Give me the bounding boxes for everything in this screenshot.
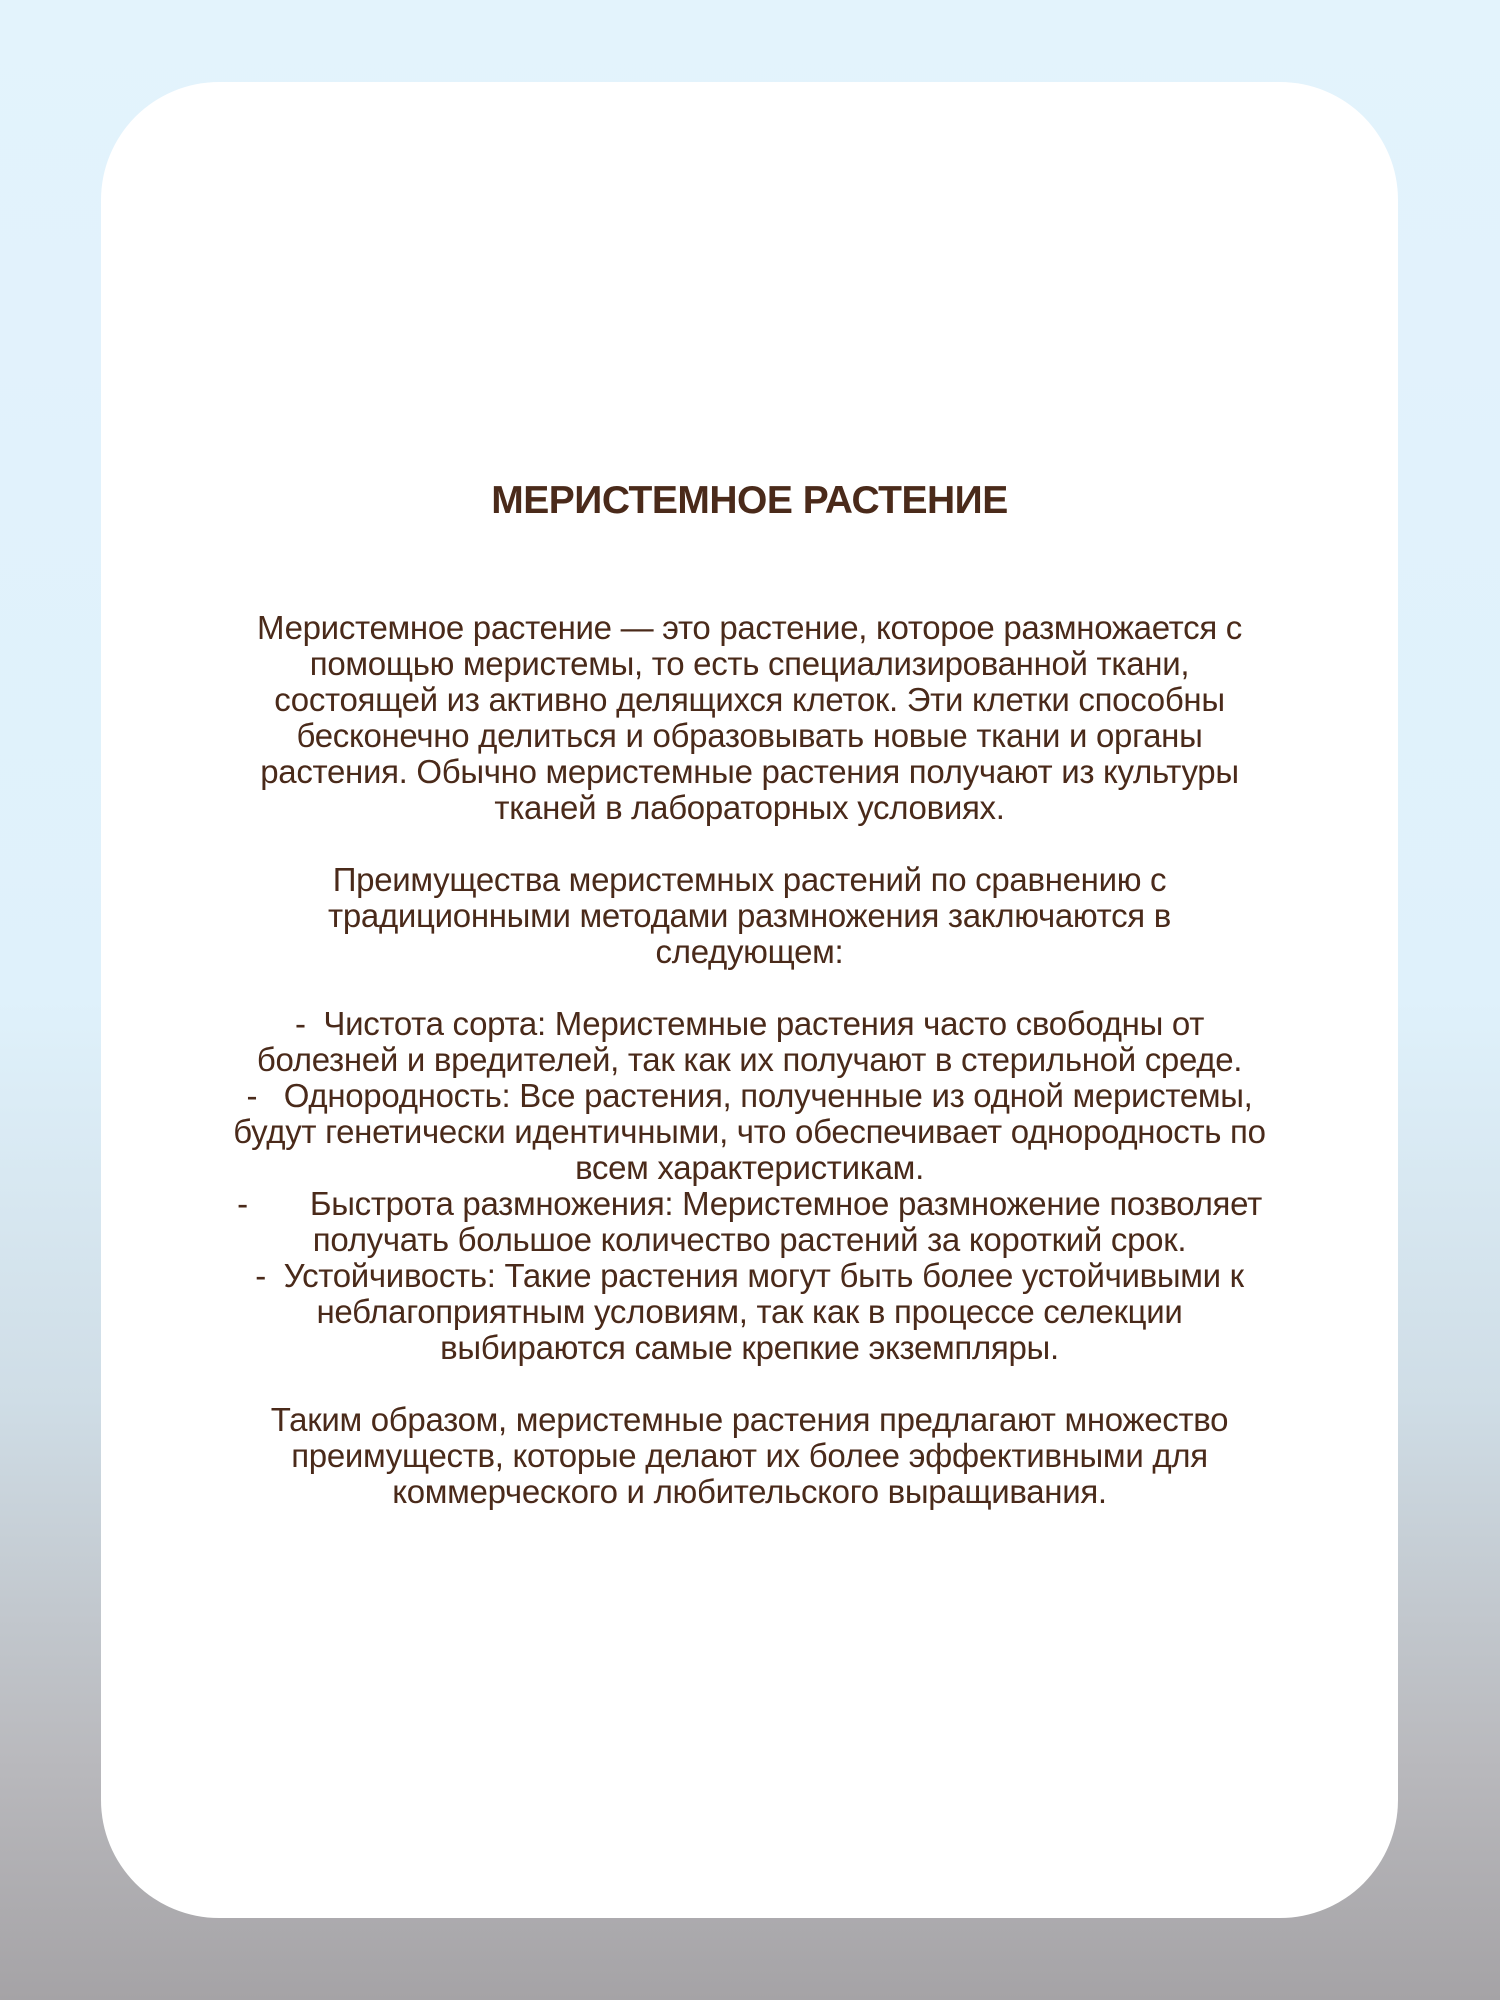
list-item-text: Чистота сорта: Меристемные растения часто свободны от болезней и вредителей, так как их получают в стерильной среде. (256, 1005, 1243, 1078)
page-title: МЕРИСТЕМНОЕ РАСТЕНИЕ (491, 479, 1008, 522)
list-item (231, 1006, 1268, 1078)
list-item-text: Быстрота размножения: Меристемное размножение позволяет получать большое количество растений за короткий срок. (309, 1185, 1262, 1258)
list-dash: - (237, 1185, 310, 1222)
advantages-lead-paragraph: Преимущества меристемных растений по сравнению с традиционными методами размножения заключаются в следующем: (328, 861, 1171, 970)
list-item (231, 1258, 1268, 1366)
list-dash: - (255, 1257, 284, 1294)
document-body (231, 610, 1268, 1510)
list-dash: - (246, 1077, 284, 1114)
intro-paragraph: Меристемное растение — это растение, которое размножается с помощью меристемы, то есть специализированной ткани, состоящей из активно делящихся клеток. Эти клетки способны бесконечно делиться и образовывать новые ткани и органы растения. Обычно меристемные растения получают из культуры тканей в лабораторных условиях. (257, 609, 1242, 826)
list-item (231, 1186, 1268, 1258)
paragraph-spacer (231, 970, 1268, 1006)
paragraph-spacer (231, 1366, 1268, 1402)
paragraph-spacer (231, 826, 1268, 862)
list-item-text: Устойчивость: Такие растения могут быть более устойчивыми к неблагоприятным условиям, так как в процессе селекции выбираются самые крепкие экземпляры. (283, 1257, 1244, 1366)
list-dash: - (294, 1005, 324, 1042)
conclusion-paragraph: Таким образом, меристемные растения предлагают множество преимуществ, которые делают их более эффективными для коммерческого и любительского выращивания. (270, 1401, 1229, 1510)
list-item-text: Однородность: Все растения, полученные из одной меристемы, будут генетически идентичными, что обеспечивает однородность по всем характеристикам. (233, 1077, 1266, 1186)
content-card (101, 82, 1398, 1918)
list-item (231, 1078, 1268, 1186)
